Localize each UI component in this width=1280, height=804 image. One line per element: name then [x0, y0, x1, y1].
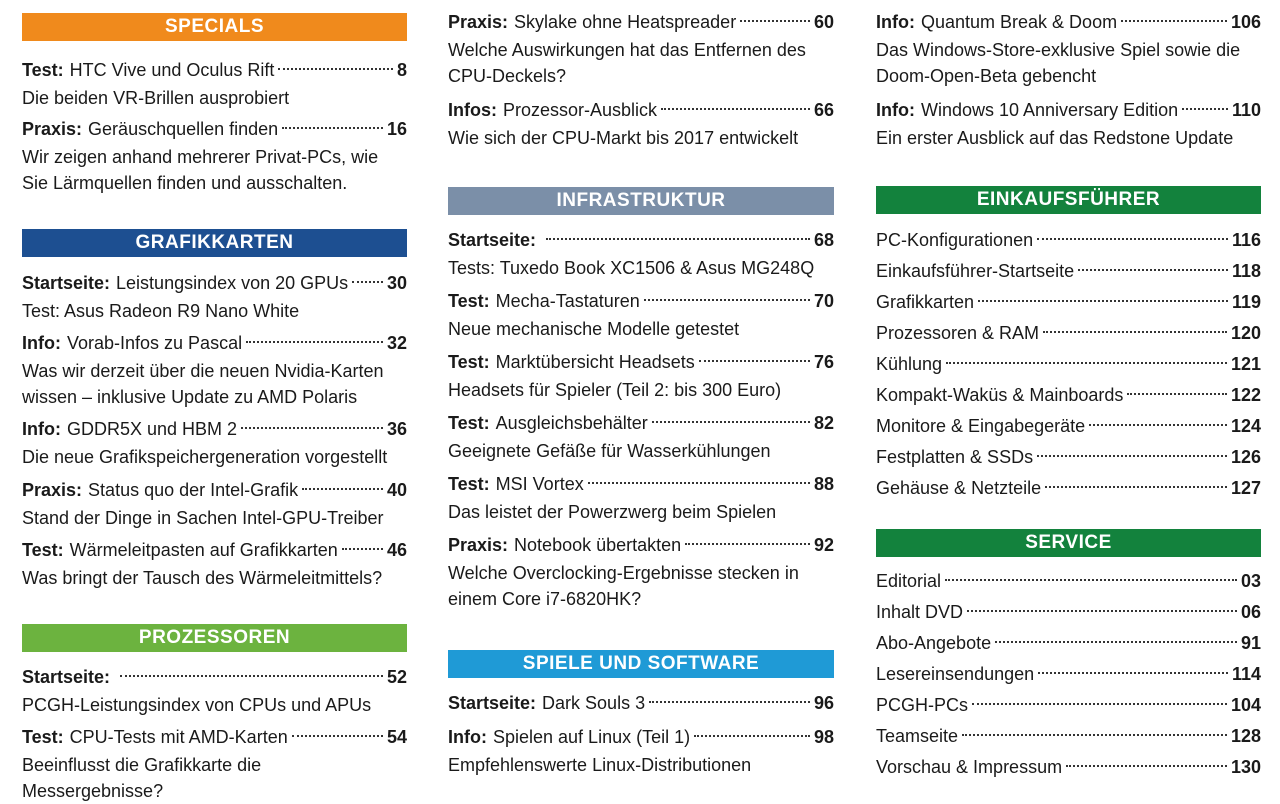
list-item[interactable]	[876, 659, 1261, 690]
entry-keyword: Info:	[448, 727, 487, 747]
entry-description: Empfehlenswerte Linux-Distributionen	[448, 755, 752, 775]
list-item[interactable]	[876, 690, 1261, 721]
item-page: 121	[1230, 354, 1261, 374]
entry-title: Ausgleichsbehälter	[495, 413, 648, 433]
column-1	[22, 0, 407, 801]
entry-keyword: Info:	[876, 100, 915, 120]
entry-description: Beeinflusst die Grafikkarte die Messergebnisse?	[22, 755, 262, 801]
toc-entry[interactable]	[448, 469, 834, 525]
entry-keyword: Praxis:	[22, 119, 83, 139]
list-item[interactable]	[876, 349, 1261, 380]
column-2	[448, 0, 834, 794]
entry-description: Neue mechanische Modelle getestet	[448, 319, 740, 339]
entry-keyword: Praxis:	[448, 535, 509, 555]
toc-entry[interactable]	[22, 328, 407, 410]
section-header-specials: SPECIALS	[22, 13, 407, 41]
item-title: Monitore & Eingabegeräte	[876, 416, 1086, 436]
toc-entry[interactable]	[876, 7, 1261, 89]
item-page: 128	[1230, 726, 1261, 746]
item-title: Gehäuse & Netzteile	[876, 478, 1042, 498]
item-page: 03	[1240, 571, 1261, 591]
entry-keyword: Infos:	[448, 100, 497, 120]
entry-page: 30	[386, 273, 407, 293]
entry-description: Das leistet der Powerzwerg beim Spielen	[448, 502, 777, 522]
entry-description: Ein erster Ausblick auf das Redstone Update	[876, 128, 1234, 148]
item-page: 06	[1240, 602, 1261, 622]
entry-title: Geräuschquellen finden	[88, 119, 279, 139]
section-header-einkaufsfuehrer: EINKAUFSFÜHRER	[876, 186, 1261, 214]
item-page: 126	[1230, 447, 1261, 467]
toc-entry[interactable]	[22, 475, 407, 531]
entry-description: Wir zeigen anhand mehrerer Privat-PCs, wie Sie Lärmquellen finden und ausschalten.	[22, 147, 379, 193]
entry-description: Tests: Tuxedo Book XC1506 & Asus MG248Q	[448, 258, 815, 278]
item-title: Festplatten & SSDs	[876, 447, 1034, 467]
entry-description: Welche Auswirkungen hat das Entfernen des CPU-Deckels?	[448, 40, 806, 86]
toc-entry[interactable]	[22, 722, 407, 804]
entry-description: Die beiden VR-Brillen ausprobiert	[22, 88, 290, 108]
item-title: Vorschau & Impressum	[876, 757, 1063, 777]
item-page: 122	[1230, 385, 1261, 405]
list-item[interactable]	[876, 256, 1261, 287]
entry-page: 76	[813, 352, 834, 372]
list-item[interactable]	[876, 752, 1261, 783]
entry-description: Geeignete Gefäße für Wasserkühlungen	[448, 441, 771, 461]
toc-entry[interactable]	[448, 688, 834, 718]
entry-page: 106	[1230, 12, 1261, 32]
entry-title: Prozessor-Ausblick	[503, 100, 658, 120]
entry-keyword: Test:	[22, 727, 64, 747]
entry-page: 60	[813, 12, 834, 32]
item-title: Einkaufsführer-Startseite	[876, 261, 1075, 281]
entry-description: PCGH-Leistungsindex von CPUs und APUs	[22, 695, 372, 715]
toc-entry[interactable]	[448, 530, 834, 612]
entry-title: Mecha-Tastaturen	[495, 291, 640, 311]
item-title: Kühlung	[876, 354, 943, 374]
item-title: Abo-Angebote	[876, 633, 992, 653]
item-page: 124	[1230, 416, 1261, 436]
entry-page: 92	[813, 535, 834, 555]
entry-title: GDDR5X und HBM 2	[66, 419, 238, 439]
item-title: Lesereinsendungen	[876, 664, 1035, 684]
toc-entry[interactable]	[22, 55, 407, 111]
entry-keyword: Startseite:	[448, 693, 537, 713]
entry-keyword: Info:	[876, 12, 915, 32]
entry-keyword: Startseite:	[22, 667, 111, 687]
toc-entry[interactable]	[22, 535, 407, 591]
toc-entry[interactable]	[448, 7, 834, 89]
toc-entry[interactable]	[448, 722, 834, 778]
list-item[interactable]	[876, 628, 1261, 659]
entry-title: Quantum Break & Doom	[920, 12, 1118, 32]
entry-title: Skylake ohne Heatspreader	[514, 12, 737, 32]
section-header-prozessoren: PROZESSOREN	[22, 624, 407, 652]
entry-page: 46	[386, 540, 407, 560]
entry-keyword: Startseite:	[448, 230, 537, 250]
entry-keyword: Praxis:	[448, 12, 509, 32]
entry-description: Welche Overclocking-Ergebnisse stecken in einem Core i7-6820HK?	[448, 563, 799, 609]
entry-page: 52	[386, 667, 407, 687]
entry-description: Was bringt der Tausch des Wärmeleitmittels?	[22, 568, 383, 588]
entry-title: Marktübersicht Headsets	[495, 352, 695, 372]
entry-description: Stand der Dinge in Sachen Intel-GPU-Treiber	[22, 508, 384, 528]
item-page: 118	[1231, 261, 1261, 281]
section-header-spiele-und-software: SPIELE UND SOFTWARE	[448, 650, 834, 678]
item-title: PCGH-PCs	[876, 695, 969, 715]
list-item[interactable]	[876, 411, 1261, 442]
item-title: Prozessoren & RAM	[876, 323, 1040, 343]
item-title: Grafikkarten	[876, 292, 975, 312]
item-page: 116	[1231, 230, 1261, 250]
item-title: Teamseite	[876, 726, 959, 746]
list-item[interactable]	[876, 225, 1261, 256]
section-header-infrastruktur: INFRASTRUKTUR	[448, 187, 834, 215]
list-item[interactable]	[876, 287, 1261, 318]
toc-entry[interactable]	[448, 347, 834, 403]
entry-keyword: Test:	[22, 540, 64, 560]
entry-keyword: Test:	[448, 413, 490, 433]
item-page: 114	[1231, 664, 1261, 684]
entry-title: Dark Souls 3	[542, 693, 646, 713]
list-item[interactable]	[876, 380, 1261, 411]
toc-entry[interactable]	[448, 95, 834, 151]
entry-keyword: Startseite:	[22, 273, 111, 293]
toc-entry[interactable]	[22, 662, 407, 718]
item-title: Kompakt-Waküs & Mainboards	[876, 385, 1124, 405]
entry-keyword: Test:	[448, 352, 490, 372]
list-item[interactable]	[876, 442, 1261, 473]
entry-page: 66	[813, 100, 834, 120]
column-3	[876, 0, 1261, 794]
entry-title: Notebook übertakten	[514, 535, 682, 555]
entry-page: 82	[813, 413, 834, 433]
toc-entry[interactable]	[22, 114, 407, 196]
entry-keyword: Praxis:	[22, 480, 83, 500]
entry-keyword: Test:	[22, 60, 64, 80]
toc-list-einkauf	[876, 225, 1261, 504]
list-item[interactable]	[876, 318, 1261, 349]
item-page: 104	[1230, 695, 1261, 715]
toc-entry[interactable]	[876, 95, 1261, 151]
entry-page: 16	[386, 119, 407, 139]
entry-description: Was wir derzeit über die neuen Nvidia-Karten wissen – inklusive Update zu AMD Polaris	[22, 361, 384, 407]
entry-description: Headsets für Spieler (Teil 2: bis 300 Euro)	[448, 380, 782, 400]
entry-page: 98	[813, 727, 834, 747]
item-page: 119	[1231, 292, 1261, 312]
entry-title: Windows 10 Anniversary Edition	[920, 100, 1179, 120]
list-item[interactable]	[876, 597, 1261, 628]
item-title: Editorial	[876, 571, 942, 591]
item-page: 127	[1230, 478, 1261, 498]
entry-title: Vorab-Infos zu Pascal	[66, 333, 243, 353]
entry-description: Das Windows-Store-exklusive Spiel sowie die Doom-Open-Beta gebencht	[876, 40, 1241, 86]
entry-page: 110	[1231, 100, 1261, 120]
entry-title: HTC Vive und Oculus Rift	[69, 60, 275, 80]
toc-entry[interactable]	[448, 408, 834, 464]
entry-page: 96	[813, 693, 834, 713]
entry-description: Die neue Grafikspeichergeneration vorgestellt	[22, 447, 388, 467]
entry-title: Status quo der Intel-Grafik	[88, 480, 299, 500]
item-page: 120	[1230, 323, 1261, 343]
list-item[interactable]	[876, 566, 1261, 597]
list-item[interactable]	[876, 721, 1261, 752]
item-page: 130	[1230, 757, 1261, 777]
section-header-grafikkarten: GRAFIKKARTEN	[22, 229, 407, 257]
list-item[interactable]	[876, 473, 1261, 504]
toc-entry[interactable]	[448, 286, 834, 342]
entry-title: Spielen auf Linux (Teil 1)	[492, 727, 691, 747]
toc-list-service	[876, 566, 1261, 783]
entry-page: 32	[386, 333, 407, 353]
entry-keyword: Test:	[448, 291, 490, 311]
item-page: 91	[1240, 633, 1261, 653]
entry-page: 88	[813, 474, 834, 494]
entry-description: Wie sich der CPU-Markt bis 2017 entwickelt	[448, 128, 799, 148]
entry-page: 40	[386, 480, 407, 500]
entry-page: 8	[396, 60, 407, 80]
item-title: Inhalt DVD	[876, 602, 964, 622]
entry-page: 70	[813, 291, 834, 311]
entry-keyword: Test:	[448, 474, 490, 494]
entry-page: 68	[813, 230, 834, 250]
entry-title: MSI Vortex	[495, 474, 584, 494]
entry-keyword: Info:	[22, 333, 61, 353]
entry-page: 36	[386, 419, 407, 439]
toc-entry[interactable]	[448, 225, 834, 281]
toc-entry[interactable]	[22, 268, 407, 324]
entry-title: Leistungsindex von 20 GPUs	[116, 273, 349, 293]
entry-title: CPU-Tests mit AMD-Karten	[69, 727, 288, 747]
item-title: PC-Konfigurationen	[876, 230, 1034, 250]
entry-title: Wärmeleitpasten auf Grafikkarten	[69, 540, 338, 560]
entry-page: 54	[386, 727, 407, 747]
entry-description: Test: Asus Radeon R9 Nano White	[22, 301, 300, 321]
toc-entry[interactable]	[22, 414, 407, 470]
section-header-service: SERVICE	[876, 529, 1261, 557]
entry-keyword: Info:	[22, 419, 61, 439]
